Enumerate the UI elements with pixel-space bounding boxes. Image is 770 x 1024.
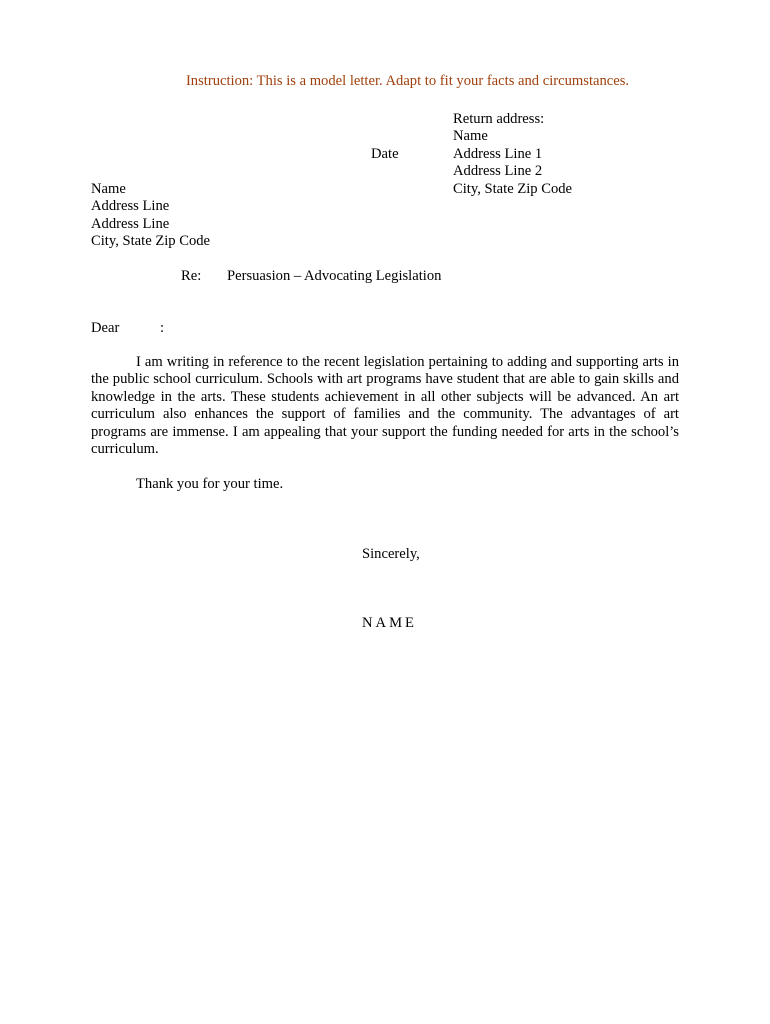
reference-subject: Persuasion – Advocating Legislation xyxy=(227,268,442,284)
return-address-line-1: Address Line 1 xyxy=(453,145,543,162)
instruction-note: Instruction: This is a model letter. Adapt to fit your facts and circumstances. xyxy=(185,73,630,89)
thanks-line: Thank you for your time. xyxy=(136,476,284,492)
return-address-line-2: Address Line 2 xyxy=(453,163,543,180)
letter-body-paragraph: I am writing in reference to the recent legislation pertaining to adding and supporting arts in the public school curriculum. Schools with art programs have student that are able to gain skills and knowledge in the arts. These students achievement in all other subjects will be advanced. An art curriculum also enhances the support of families and the community. The advantages of art programs are immense. I am appealing that your support the funding needed for arts in the school’s curriculum. xyxy=(91,354,679,458)
reference-label: Re: xyxy=(181,268,202,284)
return-address-city-state-zip: City, State Zip Code xyxy=(453,180,573,197)
recipient-address-line-2: Address Line xyxy=(91,215,170,232)
closing: Sincerely, xyxy=(362,546,420,562)
recipient-city-state-zip: City, State Zip Code xyxy=(91,233,211,250)
return-address-name: Name xyxy=(453,128,488,145)
letter-date: Date xyxy=(371,146,399,162)
recipient-name: Name xyxy=(91,181,126,197)
return-address-heading: Return address: xyxy=(453,111,545,127)
signature-name: NAME xyxy=(362,615,417,631)
return-address-block xyxy=(453,111,572,198)
recipient-address-line-1: Address Line xyxy=(91,198,170,215)
salutation-greeting: Dear xyxy=(91,320,120,336)
recipient-address-block xyxy=(91,181,210,251)
salutation-colon: : xyxy=(160,320,165,336)
